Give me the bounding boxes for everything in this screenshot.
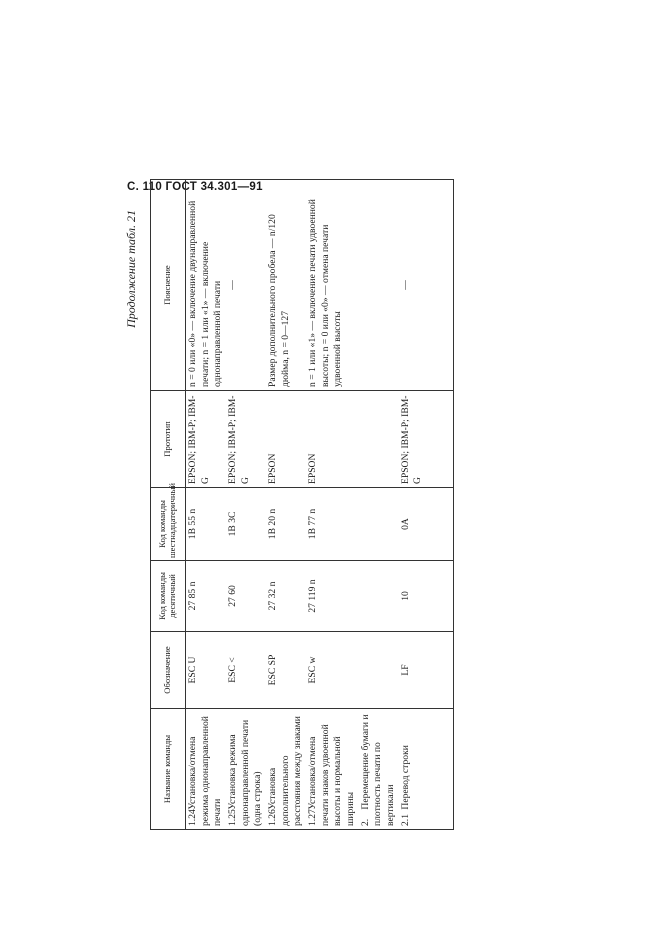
command-name: Перемещение бумаги и плотность печати по вертикали xyxy=(359,714,396,826)
cell-name xyxy=(266,709,306,830)
cell-proto: EPSON xyxy=(266,391,306,488)
row-number: 2. xyxy=(359,818,371,826)
cell-note xyxy=(359,180,399,391)
cell-hex: 0A xyxy=(399,488,454,561)
cell-proto: EPSON; IBM-P; IBM-G xyxy=(186,391,226,488)
cell-dec xyxy=(359,561,399,632)
cell-dec: 27 119 n xyxy=(306,561,359,632)
cell-name xyxy=(186,709,226,830)
table-row xyxy=(266,180,306,830)
cell-symbol: ESC w xyxy=(306,632,359,709)
cell-note: — xyxy=(399,180,454,391)
cell-dec: 27 85 n xyxy=(186,561,226,632)
cell-symbol: ESC U xyxy=(186,632,226,709)
cell-dec: 27 32 n xyxy=(266,561,306,632)
cell-name xyxy=(226,709,266,830)
table-header-row xyxy=(151,180,186,830)
command-name: Установка/отмена режима однонаправленной печати xyxy=(187,716,224,826)
cell-symbol xyxy=(359,632,399,709)
cell-proto: EPSON; IBM-P; IBM-G xyxy=(399,391,454,488)
row-number: 1.24 xyxy=(187,809,198,826)
rotated-table-frame xyxy=(124,199,440,830)
cell-name xyxy=(306,709,359,830)
table-row xyxy=(226,180,266,830)
page-header: С. 110 ГОСТ 34.301—91 xyxy=(127,181,263,193)
cell-hex: 1B 20 n xyxy=(266,488,306,561)
col-header-proto: Прототип xyxy=(151,391,186,488)
cell-symbol: ESC SP xyxy=(266,632,306,709)
cell-note: — xyxy=(226,180,266,391)
cell-name xyxy=(359,709,399,830)
row-number: 2.1 xyxy=(399,814,411,826)
cell-dec: 10 xyxy=(399,561,454,632)
table-row xyxy=(186,180,226,830)
cell-hex: 1B 77 n xyxy=(306,488,359,561)
cell-dec: 27 60 xyxy=(226,561,266,632)
col-header-name: Название команды xyxy=(151,709,186,830)
cell-hex xyxy=(359,488,399,561)
col-header-hex: Код команды шестнадцатеричный xyxy=(151,488,186,561)
row-number: 1.26 xyxy=(266,809,278,826)
table-row xyxy=(306,180,359,830)
cell-name xyxy=(399,709,454,830)
row-number: 1.27 xyxy=(306,809,318,826)
col-header-dec: Код команды десятичный xyxy=(151,561,186,632)
command-name: Установка режима однонаправленной печати (одна строка) xyxy=(226,719,264,826)
table-continuation-label: Продолжение табл. 21 xyxy=(124,210,138,328)
cell-hex: 1B 3C xyxy=(226,488,266,561)
commands-table xyxy=(150,179,454,830)
cell-proto xyxy=(359,391,399,488)
cell-symbol: ESC < xyxy=(226,632,266,709)
cell-note: n = 1 или «1» — включение печати удвоенной высоты; n = 0 или «0» — отмена печати удвоенной высоты xyxy=(306,180,359,391)
row-number: 1.25 xyxy=(226,809,238,826)
cell-note: n = 0 или «0» — включение двунаправленной печати; n = 1 или «1» — включение однонаправленной печати xyxy=(186,180,226,391)
cell-hex: 1B 55 n xyxy=(186,488,226,561)
command-name: Установка дополнительного расстояния между знаками xyxy=(266,716,304,826)
cell-note: Размер дополнительного пробела — n/120 дюйма, n = 0—127 xyxy=(266,180,306,391)
table-row xyxy=(359,180,399,830)
col-header-symbol: Обозначение xyxy=(151,632,186,709)
table-row xyxy=(399,180,454,830)
cell-symbol: LF xyxy=(399,632,454,709)
col-header-note: Пояснение xyxy=(151,180,186,391)
cell-proto: EPSON xyxy=(306,391,359,488)
command-name: Перевод строки xyxy=(399,745,411,810)
cell-proto: EPSON; IBM-P; IBM-G xyxy=(226,391,266,488)
command-name: Установка/отмена печати знаков удвоенной высоты и нормальной ширины xyxy=(306,724,356,826)
